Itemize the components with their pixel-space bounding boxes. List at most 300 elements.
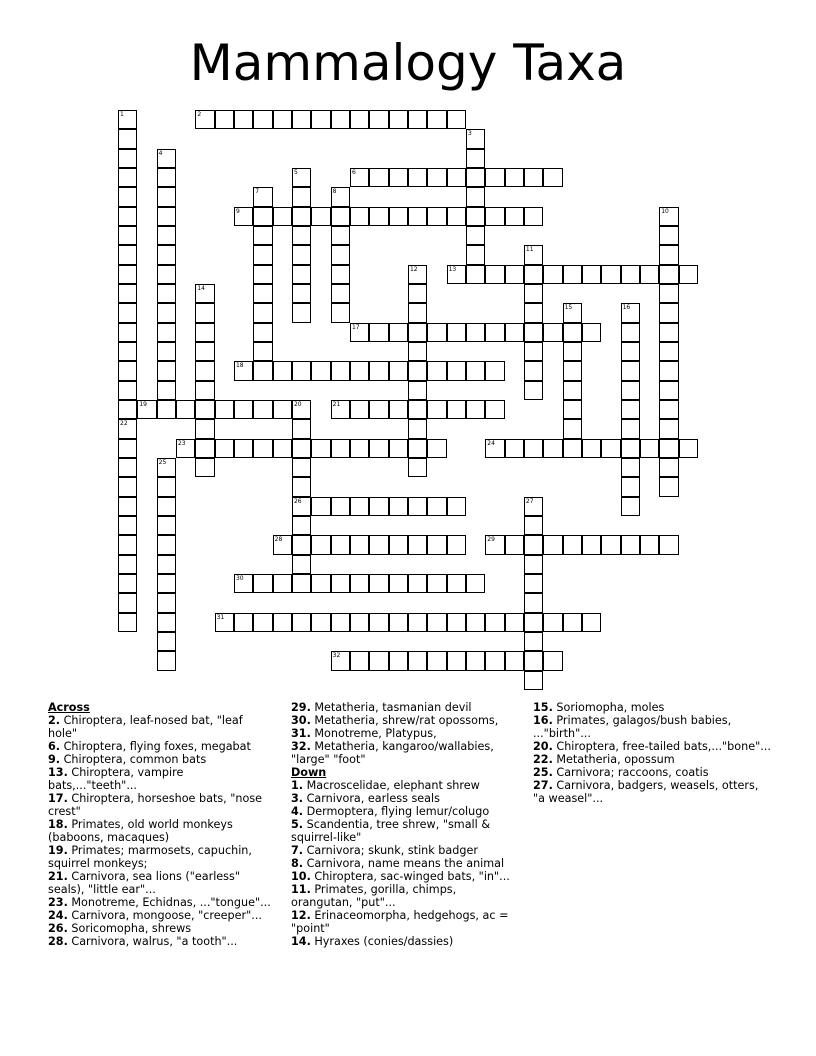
grid-cell[interactable] [524,632,543,651]
grid-cell[interactable] [582,265,601,284]
grid-cell[interactable] [253,284,272,303]
grid-cell[interactable] [621,361,640,380]
grid-cell[interactable] [292,265,311,284]
grid-cell[interactable] [524,265,543,284]
grid-cell[interactable] [157,651,176,670]
grid-cell[interactable] [253,439,272,458]
grid-cell[interactable] [466,207,485,226]
grid-cell[interactable] [524,207,543,226]
grid-cell[interactable] [195,361,214,380]
grid-cell[interactable] [331,226,350,245]
grid-cell[interactable] [524,303,543,322]
grid-cell[interactable] [292,303,311,322]
grid-cell[interactable] [118,497,137,516]
grid-cell[interactable] [234,110,253,129]
grid-cell[interactable] [195,323,214,342]
grid-cell[interactable] [157,342,176,361]
grid-cell[interactable] [563,323,582,342]
grid-cell[interactable] [505,323,524,342]
grid-cell[interactable] [118,555,137,574]
grid-cell[interactable] [331,245,350,264]
grid-cell[interactable] [195,110,214,129]
grid-cell[interactable] [524,497,543,516]
grid-cell[interactable] [621,265,640,284]
grid-cell[interactable] [157,303,176,322]
grid-cell[interactable] [466,187,485,206]
grid-cell[interactable] [350,439,369,458]
grid-cell[interactable] [408,323,427,342]
grid-cell[interactable] [292,458,311,477]
grid-cell[interactable] [427,497,446,516]
grid-cell[interactable] [157,497,176,516]
grid-cell[interactable] [195,458,214,477]
grid-cell[interactable] [408,168,427,187]
grid-cell[interactable] [311,207,330,226]
grid-cell[interactable] [659,477,678,496]
grid-cell[interactable] [331,535,350,554]
grid-cell[interactable] [331,207,350,226]
grid-cell[interactable] [215,613,234,632]
grid-cell[interactable] [234,439,253,458]
grid-cell[interactable] [466,149,485,168]
grid-cell[interactable] [427,361,446,380]
grid-cell[interactable] [485,613,504,632]
grid-cell[interactable] [118,419,137,438]
grid-cell[interactable] [118,535,137,554]
grid-cell[interactable] [350,574,369,593]
grid-cell[interactable] [350,400,369,419]
grid-cell[interactable] [273,110,292,129]
grid-cell[interactable] [253,400,272,419]
grid-cell[interactable] [118,149,137,168]
grid-cell[interactable] [679,265,698,284]
grid-cell[interactable] [524,574,543,593]
grid-cell[interactable] [369,613,388,632]
grid-cell[interactable] [195,381,214,400]
grid-cell[interactable] [485,265,504,284]
grid-cell[interactable] [389,168,408,187]
grid-cell[interactable] [118,284,137,303]
grid-cell[interactable] [350,323,369,342]
grid-cell[interactable] [563,613,582,632]
grid-cell[interactable] [505,439,524,458]
grid-cell[interactable] [659,207,678,226]
grid-cell[interactable] [253,303,272,322]
grid-cell[interactable] [157,323,176,342]
grid-cell[interactable] [195,419,214,438]
grid-cell[interactable] [331,497,350,516]
grid-cell[interactable] [447,168,466,187]
grid-cell[interactable] [505,651,524,670]
grid-cell[interactable] [292,419,311,438]
grid-cell[interactable] [292,168,311,187]
grid-cell[interactable] [195,342,214,361]
grid-cell[interactable] [543,168,562,187]
grid-cell[interactable] [427,613,446,632]
grid-cell[interactable] [292,361,311,380]
grid-cell[interactable] [543,265,562,284]
grid-cell[interactable] [195,284,214,303]
grid-cell[interactable] [389,323,408,342]
grid-cell[interactable] [659,284,678,303]
grid-cell[interactable] [485,361,504,380]
grid-cell[interactable] [331,187,350,206]
grid-cell[interactable] [466,245,485,264]
grid-cell[interactable] [137,400,156,419]
grid-cell[interactable] [331,303,350,322]
grid-cell[interactable] [505,207,524,226]
grid-cell[interactable] [408,361,427,380]
grid-cell[interactable] [408,110,427,129]
grid-cell[interactable] [447,361,466,380]
grid-cell[interactable] [292,245,311,264]
grid-cell[interactable] [485,400,504,419]
grid-cell[interactable] [292,497,311,516]
grid-cell[interactable] [582,323,601,342]
grid-cell[interactable] [118,613,137,632]
grid-cell[interactable] [427,400,446,419]
grid-cell[interactable] [543,439,562,458]
grid-cell[interactable] [118,303,137,322]
grid-cell[interactable] [292,187,311,206]
grid-cell[interactable] [253,110,272,129]
grid-cell[interactable] [157,245,176,264]
grid-cell[interactable] [640,265,659,284]
grid-cell[interactable] [118,439,137,458]
grid-cell[interactable] [408,284,427,303]
grid-cell[interactable] [466,129,485,148]
grid-cell[interactable] [524,535,543,554]
grid-cell[interactable] [427,207,446,226]
grid-cell[interactable] [621,535,640,554]
grid-cell[interactable] [563,381,582,400]
grid-cell[interactable] [485,323,504,342]
grid-cell[interactable] [292,574,311,593]
grid-cell[interactable] [369,361,388,380]
grid-cell[interactable] [659,226,678,245]
grid-cell[interactable] [157,574,176,593]
grid-cell[interactable] [311,361,330,380]
grid-cell[interactable] [524,168,543,187]
grid-cell[interactable] [157,555,176,574]
grid-cell[interactable] [157,187,176,206]
grid-cell[interactable] [389,497,408,516]
grid-cell[interactable] [524,381,543,400]
grid-cell[interactable] [659,342,678,361]
grid-cell[interactable] [215,110,234,129]
grid-cell[interactable] [118,477,137,496]
grid-cell[interactable] [408,381,427,400]
grid-cell[interactable] [118,400,137,419]
grid-cell[interactable] [369,574,388,593]
grid-cell[interactable] [447,535,466,554]
grid-cell[interactable] [524,323,543,342]
grid-cell[interactable] [466,361,485,380]
grid-cell[interactable] [369,400,388,419]
grid-cell[interactable] [292,226,311,245]
grid-cell[interactable] [408,439,427,458]
grid-cell[interactable] [118,245,137,264]
grid-cell[interactable] [253,323,272,342]
grid-cell[interactable] [292,477,311,496]
grid-cell[interactable] [215,400,234,419]
grid-cell[interactable] [118,381,137,400]
grid-cell[interactable] [563,439,582,458]
grid-cell[interactable] [427,535,446,554]
grid-cell[interactable] [118,323,137,342]
grid-cell[interactable] [408,535,427,554]
grid-cell[interactable] [350,497,369,516]
grid-cell[interactable] [621,458,640,477]
grid-cell[interactable] [582,535,601,554]
grid-cell[interactable] [118,226,137,245]
grid-cell[interactable] [485,207,504,226]
grid-cell[interactable] [427,574,446,593]
grid-cell[interactable] [350,361,369,380]
grid-cell[interactable] [679,439,698,458]
grid-cell[interactable] [563,361,582,380]
grid-cell[interactable] [524,439,543,458]
grid-cell[interactable] [447,613,466,632]
grid-cell[interactable] [311,613,330,632]
grid-cell[interactable] [408,613,427,632]
grid-cell[interactable] [118,110,137,129]
grid-cell[interactable] [331,284,350,303]
grid-cell[interactable] [176,439,195,458]
grid-cell[interactable] [621,419,640,438]
grid-cell[interactable] [659,265,678,284]
grid-cell[interactable] [524,516,543,535]
grid-cell[interactable] [640,535,659,554]
grid-cell[interactable] [543,323,562,342]
grid-cell[interactable] [524,593,543,612]
grid-cell[interactable] [234,574,253,593]
grid-cell[interactable] [157,613,176,632]
grid-cell[interactable] [157,207,176,226]
grid-cell[interactable] [485,535,504,554]
grid-cell[interactable] [273,535,292,554]
grid-cell[interactable] [389,400,408,419]
grid-cell[interactable] [505,535,524,554]
grid-cell[interactable] [157,168,176,187]
grid-cell[interactable] [408,419,427,438]
grid-cell[interactable] [621,342,640,361]
grid-cell[interactable] [369,497,388,516]
grid-cell[interactable] [485,439,504,458]
grid-cell[interactable] [118,458,137,477]
grid-cell[interactable] [659,361,678,380]
grid-cell[interactable] [311,574,330,593]
grid-cell[interactable] [118,168,137,187]
grid-cell[interactable] [447,400,466,419]
grid-cell[interactable] [408,207,427,226]
grid-cell[interactable] [331,574,350,593]
grid-cell[interactable] [118,516,137,535]
grid-cell[interactable] [350,613,369,632]
grid-cell[interactable] [253,187,272,206]
grid-cell[interactable] [331,613,350,632]
grid-cell[interactable] [157,381,176,400]
grid-cell[interactable] [389,361,408,380]
grid-cell[interactable] [447,110,466,129]
grid-cell[interactable] [466,613,485,632]
grid-cell[interactable] [369,439,388,458]
grid-cell[interactable] [389,574,408,593]
grid-cell[interactable] [466,400,485,419]
grid-cell[interactable] [331,439,350,458]
grid-cell[interactable] [563,400,582,419]
grid-cell[interactable] [157,458,176,477]
grid-cell[interactable] [524,651,543,670]
grid-cell[interactable] [350,207,369,226]
grid-cell[interactable] [331,400,350,419]
grid-cell[interactable] [524,245,543,264]
grid-cell[interactable] [389,535,408,554]
grid-cell[interactable] [389,110,408,129]
grid-cell[interactable] [157,632,176,651]
grid-cell[interactable] [253,226,272,245]
grid-cell[interactable] [176,400,195,419]
grid-cell[interactable] [601,439,620,458]
grid-cell[interactable] [485,651,504,670]
grid-cell[interactable] [408,400,427,419]
grid-cell[interactable] [195,400,214,419]
grid-cell[interactable] [427,323,446,342]
grid-cell[interactable] [118,187,137,206]
grid-cell[interactable] [253,265,272,284]
grid-cell[interactable] [427,168,446,187]
grid-cell[interactable] [195,439,214,458]
grid-cell[interactable] [563,342,582,361]
grid-cell[interactable] [524,342,543,361]
grid-cell[interactable] [273,574,292,593]
grid-cell[interactable] [292,613,311,632]
grid-cell[interactable] [157,516,176,535]
grid-cell[interactable] [389,207,408,226]
grid-cell[interactable] [350,110,369,129]
grid-cell[interactable] [273,613,292,632]
grid-cell[interactable] [292,555,311,574]
grid-cell[interactable] [118,593,137,612]
grid-cell[interactable] [273,400,292,419]
grid-cell[interactable] [389,651,408,670]
grid-cell[interactable] [447,497,466,516]
grid-cell[interactable] [659,323,678,342]
grid-cell[interactable] [253,245,272,264]
grid-cell[interactable] [157,535,176,554]
grid-cell[interactable] [157,477,176,496]
grid-cell[interactable] [601,535,620,554]
grid-cell[interactable] [563,265,582,284]
grid-cell[interactable] [157,593,176,612]
grid-cell[interactable] [659,400,678,419]
grid-cell[interactable] [157,226,176,245]
grid-cell[interactable] [157,284,176,303]
grid-cell[interactable] [621,477,640,496]
grid-cell[interactable] [389,613,408,632]
grid-cell[interactable] [157,400,176,419]
grid-cell[interactable] [524,284,543,303]
grid-cell[interactable] [447,323,466,342]
grid-cell[interactable] [543,613,562,632]
grid-cell[interactable] [466,168,485,187]
grid-cell[interactable] [621,381,640,400]
grid-cell[interactable] [659,458,678,477]
grid-cell[interactable] [234,361,253,380]
grid-cell[interactable] [408,651,427,670]
grid-cell[interactable] [292,110,311,129]
grid-cell[interactable] [447,574,466,593]
grid-cell[interactable] [466,226,485,245]
grid-cell[interactable] [447,265,466,284]
grid-cell[interactable] [350,535,369,554]
grid-cell[interactable] [505,613,524,632]
grid-cell[interactable] [331,651,350,670]
grid-cell[interactable] [389,439,408,458]
grid-cell[interactable] [350,651,369,670]
grid-cell[interactable] [408,265,427,284]
grid-cell[interactable] [118,361,137,380]
grid-cell[interactable] [234,207,253,226]
grid-cell[interactable] [311,535,330,554]
grid-cell[interactable] [234,613,253,632]
grid-cell[interactable] [369,110,388,129]
grid-cell[interactable] [505,168,524,187]
grid-cell[interactable] [582,613,601,632]
grid-cell[interactable] [640,439,659,458]
grid-cell[interactable] [582,439,601,458]
grid-cell[interactable] [157,149,176,168]
grid-cell[interactable] [157,361,176,380]
grid-cell[interactable] [466,265,485,284]
grid-cell[interactable] [659,439,678,458]
grid-cell[interactable] [621,497,640,516]
grid-cell[interactable] [331,361,350,380]
grid-cell[interactable] [331,110,350,129]
grid-cell[interactable] [350,168,369,187]
grid-cell[interactable] [659,245,678,264]
grid-cell[interactable] [408,303,427,322]
grid-cell[interactable] [659,381,678,400]
grid-cell[interactable] [118,129,137,148]
grid-cell[interactable] [408,497,427,516]
grid-cell[interactable] [215,439,234,458]
grid-cell[interactable] [292,439,311,458]
grid-cell[interactable] [485,168,504,187]
grid-cell[interactable] [369,535,388,554]
grid-cell[interactable] [253,207,272,226]
grid-cell[interactable] [524,361,543,380]
grid-cell[interactable] [466,651,485,670]
grid-cell[interactable] [601,265,620,284]
grid-cell[interactable] [369,168,388,187]
grid-cell[interactable] [253,574,272,593]
grid-cell[interactable] [311,439,330,458]
grid-cell[interactable] [292,207,311,226]
grid-cell[interactable] [118,342,137,361]
grid-cell[interactable] [311,110,330,129]
grid-cell[interactable] [292,535,311,554]
grid-cell[interactable] [118,265,137,284]
grid-cell[interactable] [563,303,582,322]
grid-cell[interactable] [195,303,214,322]
grid-cell[interactable] [292,400,311,419]
grid-cell[interactable] [118,207,137,226]
grid-cell[interactable] [427,439,446,458]
grid-cell[interactable] [253,361,272,380]
grid-cell[interactable] [466,574,485,593]
grid-cell[interactable] [369,207,388,226]
